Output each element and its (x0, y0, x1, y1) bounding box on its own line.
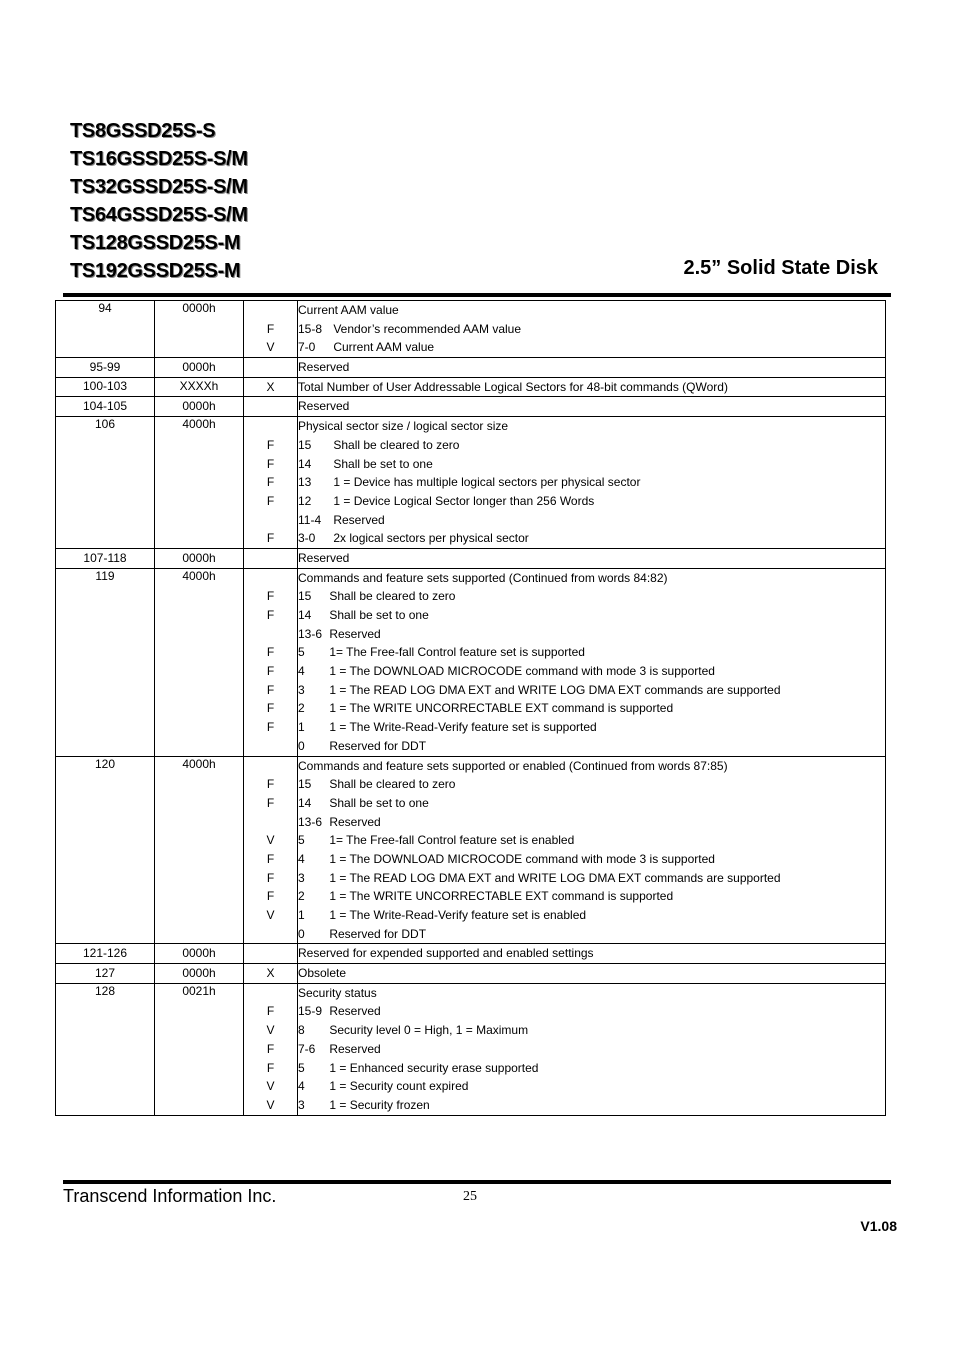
default-value-cell: 4000h (155, 756, 244, 944)
fv-cell (244, 397, 298, 417)
fv-cell (244, 417, 298, 549)
bit-description: Shall be set to one (333, 456, 433, 471)
fv-flag (244, 944, 297, 963)
bit-number: 13-6 (298, 814, 323, 829)
bit-description: 1= The Free-fall Control feature set is enabled (329, 833, 575, 848)
model-name: TS16GSSD25S-S/M (70, 148, 248, 170)
bit-description: Physical sector size / logical sector size (298, 419, 509, 434)
description-cell (298, 568, 886, 756)
bit-number: 3-0 (298, 531, 316, 546)
fv-flag: F (266, 531, 275, 546)
word-cell: 106 (56, 417, 155, 549)
fv-flag (244, 813, 297, 832)
description-line (298, 794, 885, 813)
word-cell: 107-118 (56, 548, 155, 568)
description-line (298, 984, 885, 1003)
bit-number: 14 (298, 795, 312, 810)
description-cell (298, 301, 886, 358)
description-line (298, 529, 885, 548)
fv-flag: F (266, 1060, 275, 1075)
bit-description: Shall be cleared to zero (333, 437, 460, 452)
bit-description: Commands and feature sets supported or enabled (Continued from words 87:85) (298, 758, 728, 773)
table-row (56, 358, 886, 378)
bit-description: 1 = Device has multiple logical sectors per physical sector (333, 475, 641, 490)
bit-number: 1 (298, 908, 305, 922)
default-value-cell: 0000h (155, 358, 244, 378)
bit-description: Reserved (298, 360, 350, 375)
fv-cell (244, 301, 298, 358)
description-cell (298, 397, 886, 417)
bit-description: Shall be cleared to zero (329, 589, 456, 604)
description-line (298, 775, 885, 794)
bit-number: 15 (298, 437, 312, 452)
description-line (298, 813, 885, 832)
fv-flag: F (266, 1004, 275, 1019)
bit-description: Total Number of User Addressable Logical Sectors for 48-bit commands (QWord) (298, 379, 728, 394)
fv-flag: F (266, 1041, 275, 1056)
fv-flag: V (266, 1023, 275, 1038)
description-line (298, 925, 885, 944)
fv-cell (244, 964, 298, 984)
table-row (56, 377, 886, 397)
word-cell: 119 (56, 568, 155, 756)
model-name: TS8GSSD25S-S (70, 120, 216, 142)
bit-number: 13-6 (298, 626, 323, 641)
description-cell (298, 756, 886, 944)
bit-description: 2x logical sectors per physical sector (333, 531, 529, 546)
description-line (298, 699, 885, 718)
description-line (298, 492, 885, 511)
description-line (298, 301, 885, 320)
fv-flag: F (266, 664, 275, 679)
fv-flag: F (266, 589, 275, 604)
header-rule (63, 293, 891, 297)
description-line (298, 587, 885, 606)
model-name: TS128GSSD25S-M (70, 232, 241, 254)
bit-number: 5 (298, 645, 305, 660)
table-row (56, 548, 886, 568)
fv-cell (244, 548, 298, 568)
bit-description: 1 = The WRITE UNCORRECTABLE EXT command is supported (329, 701, 674, 716)
fv-flag (244, 397, 297, 416)
fv-flag (244, 549, 297, 568)
fv-flag (244, 511, 297, 530)
bit-description: 1 = Device Logical Sector longer than 256 Words (333, 493, 595, 508)
bit-description: Reserved (298, 399, 350, 414)
default-value-cell: 4000h (155, 417, 244, 549)
table-row (56, 397, 886, 417)
word-cell: 128 (56, 983, 155, 1115)
fv-flag (244, 417, 297, 436)
bit-description: 1 = The READ LOG DMA EXT and WRITE LOG DMA EXT commands are supported (329, 870, 781, 885)
description-line (298, 625, 885, 644)
bit-description: 1 = The READ LOG DMA EXT and WRITE LOG DMA EXT commands are supported (329, 682, 781, 697)
description-line (298, 850, 885, 869)
description-line (298, 569, 885, 588)
bit-description: 1 = The WRITE UNCORRECTABLE EXT command is supported (329, 889, 674, 904)
bit-number: 11-4 (298, 512, 322, 527)
description-line (298, 944, 885, 963)
bit-description: 1 = Security frozen (329, 1097, 430, 1112)
fv-flag (244, 737, 297, 756)
description-line (298, 1096, 885, 1115)
default-value-cell: 0000h (155, 397, 244, 417)
table-row (56, 756, 886, 944)
description-line (298, 887, 885, 906)
bit-number: 4 (298, 664, 305, 679)
description-line (298, 1021, 885, 1040)
table-row (56, 301, 886, 358)
description-line (298, 417, 885, 436)
bit-description: Shall be cleared to zero (329, 777, 456, 792)
bit-description: Shall be set to one (329, 608, 429, 622)
model-list (70, 117, 248, 285)
table-body (56, 301, 886, 1116)
fv-flag: V (266, 1079, 275, 1094)
bit-description: Reserved (329, 1004, 381, 1019)
default-value-cell: 4000h (155, 568, 244, 756)
bit-description: Vendor’s recommended AAM value (333, 321, 522, 336)
fv-flag: F (266, 608, 275, 622)
footer-rule (63, 1180, 891, 1184)
bit-number: 12 (298, 493, 312, 508)
fv-flag: F (266, 321, 275, 336)
fv-cell (244, 358, 298, 378)
bit-description: Security level 0 = High, 1 = Maximum (329, 1023, 529, 1038)
fv-flag: V (266, 1097, 275, 1112)
bit-number: 13 (298, 475, 312, 490)
fv-flag: V (266, 340, 275, 355)
fv-flag: F (266, 851, 275, 866)
description-line (298, 320, 885, 339)
fv-flag: X (266, 966, 275, 981)
fv-flag (244, 301, 297, 320)
description-line (298, 737, 885, 756)
bit-number: 2 (298, 889, 305, 904)
description-line (298, 964, 885, 983)
bit-description: 1= The Free-fall Control feature set is supported (329, 645, 585, 660)
bit-description: 1 = The Write-Read-Verify feature set is supported (329, 720, 597, 735)
description-line (298, 681, 885, 700)
word-cell: 100-103 (56, 377, 155, 397)
fv-cell (244, 756, 298, 944)
description-line (298, 1059, 885, 1078)
bit-number: 14 (298, 456, 312, 471)
default-value-cell: 0000h (155, 944, 244, 964)
bit-description: Shall be set to one (329, 795, 429, 810)
description-line (298, 549, 885, 568)
description-line (298, 757, 885, 776)
table-row (56, 964, 886, 984)
fv-flag: F (266, 870, 275, 885)
bit-number: 7-6 (298, 1041, 316, 1056)
fv-cell (244, 377, 298, 397)
fv-flag (244, 358, 297, 377)
description-line (298, 718, 885, 737)
bit-description: Reserved for DDT (329, 738, 427, 753)
bit-description: Current AAM value (298, 303, 399, 317)
fv-flag: F (266, 645, 275, 660)
model-name: TS32GSSD25S-S/M (70, 176, 248, 198)
company-name: Transcend Information Inc. (63, 1186, 277, 1206)
model-name: TS64GSSD25S-S/M (70, 204, 248, 226)
document-version: V1.08 (860, 1218, 897, 1234)
description-line (298, 511, 885, 530)
fv-flag (244, 757, 297, 776)
fv-flag: F (266, 720, 275, 735)
bit-number: 15 (298, 777, 312, 792)
bit-number: 3 (298, 682, 305, 697)
default-value-cell: XXXXh (155, 377, 244, 397)
description-line (298, 831, 885, 850)
bit-number: 4 (298, 1079, 305, 1094)
bit-description: 1 = The DOWNLOAD MICROCODE command with mode 3 is supported (329, 851, 715, 866)
bit-description: 1 = Enhanced security erase supported (329, 1060, 539, 1075)
fv-flag: F (266, 456, 275, 471)
bit-number: 3 (298, 1097, 305, 1112)
bit-description: Reserved (329, 626, 381, 641)
bit-description: 1 = The Write-Read-Verify feature set is enabled (329, 908, 587, 922)
bit-number: 2 (298, 701, 305, 716)
fv-flag: F (266, 437, 275, 452)
bit-number: 0 (298, 738, 305, 753)
bit-description: Security status (298, 985, 377, 1000)
description-cell (298, 358, 886, 378)
bit-description: 1 = The DOWNLOAD MICROCODE command with mode 3 is supported (329, 664, 715, 679)
description-line (298, 436, 885, 455)
fv-cell (244, 568, 298, 756)
bit-description: Reserved for expended supported and enabled settings (298, 946, 594, 961)
page-number: 25 (463, 1189, 477, 1204)
fv-flag (244, 984, 297, 1003)
word-cell: 104-105 (56, 397, 155, 417)
description-line (298, 1002, 885, 1021)
bit-description: Current AAM value (333, 340, 435, 355)
description-cell (298, 944, 886, 964)
fv-flag (244, 925, 297, 944)
description-line (298, 1040, 885, 1059)
description-line (298, 473, 885, 492)
word-cell: 94 (56, 301, 155, 358)
bit-number: 3 (298, 870, 305, 885)
fv-flag: F (266, 475, 275, 490)
bit-description: Reserved (329, 814, 381, 829)
bit-number: 1 (298, 720, 305, 735)
description-line (298, 662, 885, 681)
word-cell: 127 (56, 964, 155, 984)
bit-number: 15-9 (298, 1004, 323, 1019)
fv-flag (244, 625, 297, 644)
bit-number: 14 (298, 608, 312, 622)
description-line (298, 397, 885, 416)
bit-number: 7-0 (298, 340, 316, 355)
bit-number: 4 (298, 851, 305, 866)
description-cell (298, 983, 886, 1115)
bit-description: Reserved for DDT (329, 926, 427, 941)
bit-number: 5 (298, 1060, 305, 1075)
description-line (298, 869, 885, 888)
fv-flag: V (266, 833, 275, 848)
bit-description: Commands and feature sets supported (Continued from words 84:82) (298, 570, 668, 585)
bit-number: 5 (298, 833, 305, 848)
description-cell (298, 548, 886, 568)
description-cell (298, 377, 886, 397)
word-cell: 95-99 (56, 358, 155, 378)
fv-flag: F (266, 777, 275, 792)
fv-cell (244, 944, 298, 964)
table-row (56, 983, 886, 1115)
description-line (298, 455, 885, 474)
fv-flag: X (266, 379, 275, 394)
table-row (56, 568, 886, 756)
bit-number: 15 (298, 589, 312, 604)
bit-description: Reserved (298, 550, 350, 565)
fv-flag: F (266, 493, 275, 508)
fv-flag: F (266, 701, 275, 716)
word-cell: 120 (56, 756, 155, 944)
fv-flag: F (266, 795, 275, 810)
bit-number: 0 (298, 926, 305, 941)
description-line (298, 643, 885, 662)
default-value-cell: 0000h (155, 964, 244, 984)
default-value-cell: 0000h (155, 301, 244, 358)
default-value-cell: 0021h (155, 983, 244, 1115)
fv-flag: F (266, 682, 275, 697)
bit-description: Reserved (333, 512, 385, 527)
bit-description: 1 = Security count expired (329, 1079, 469, 1094)
identify-device-table (55, 300, 886, 1116)
table-row (56, 417, 886, 549)
model-name: TS192GSSD25S-M (70, 260, 241, 282)
default-value-cell: 0000h (155, 548, 244, 568)
description-line (298, 606, 885, 625)
table-row (56, 944, 886, 964)
description-line (298, 906, 885, 925)
fv-flag: V (266, 908, 275, 922)
description-cell (298, 417, 886, 549)
description-line (298, 338, 885, 357)
description-line (298, 378, 885, 397)
bit-description: Reserved (329, 1041, 381, 1056)
product-title: 2.5” Solid State Disk (683, 257, 878, 279)
bit-description: Obsolete (298, 966, 347, 981)
bit-number: 8 (298, 1023, 305, 1038)
bit-number: 15-8 (298, 321, 323, 336)
word-cell: 121-126 (56, 944, 155, 964)
description-line (298, 1077, 885, 1096)
fv-flag: F (266, 889, 275, 904)
fv-flag (244, 569, 297, 588)
fv-cell (244, 983, 298, 1115)
description-cell (298, 964, 886, 984)
description-line (298, 358, 885, 377)
